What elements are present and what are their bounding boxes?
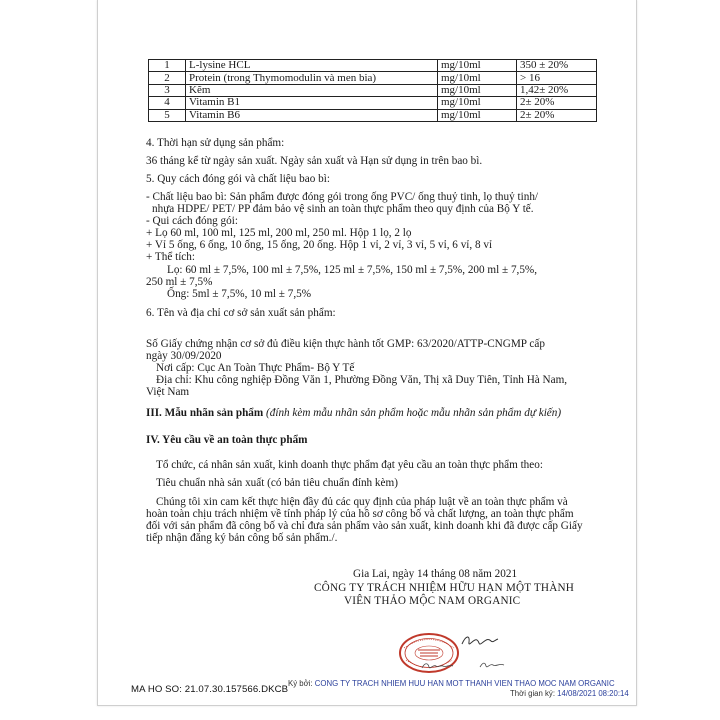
digital-signature-signer [288,679,615,688]
ingredient-name: Vitamin B6 [186,109,438,121]
section5-line: Ống: 5ml ± 7,5%, 10 ml ± 7,5% [167,288,312,300]
ingredient-unit: mg/10ml [438,109,517,121]
section6-line: Địa chỉ: Khu công nghiệp Đồng Văn 1, Phường Đồng Văn, Thị xã Duy Tiên, Tỉnh Hà Nam, [156,374,568,386]
ma-ho-so: MA HO SO: 21.07.30.157566.DKCB [131,684,289,695]
section5-line: - Qui cách đóng gói: [146,215,238,227]
commitment-paragraph: hoàn toàn chịu trách nhiệm về tính pháp lý của hồ sơ công bố và chất lượng, an toàn thực phẩm [146,508,574,520]
section-IV-line: Tiêu chuẩn nhà sản xuất (có bản tiêu chuẩn đính kèm) [156,477,398,489]
section5-line: + Lọ 60 ml, 100 ml, 125 ml, 200 ml, 250 ml. Hộp 1 lọ, 2 lọ [146,227,412,239]
section5-line: nhựa HDPE/ PET/ PP đảm bảo vệ sinh an toàn thực phẩm theo quy định của Bộ Y tế. [152,203,534,215]
section-III-heading: III. Mẫu nhãn sản phẩm [146,407,264,419]
table-row [149,60,597,72]
ingredient-unit: mg/10ml [438,60,517,72]
row-number: 4 [149,97,186,109]
company-name-line1: CÔNG TY TRÁCH NHIỆM HỮU HẠN MỘT THÀNH [314,582,575,594]
section5-heading: 5. Quy cách đóng gói và chất liệu bao bì: [146,173,330,185]
ingredient-value: 350 ± 20% [517,60,597,72]
ingredient-value: 2± 20% [517,109,597,121]
specification-table [148,59,597,122]
section-IV-heading: IV. Yêu cầu về an toàn thực phẩm [146,434,308,446]
section5-line: + Thể tích: [146,251,195,263]
ingredient-name: L-lysine HCL [186,60,438,72]
section6-line: Nơi cấp: Cục An Toàn Thực Phẩm- Bộ Y Tế [156,362,355,374]
handwritten-name-icon [478,660,506,670]
company-name-line2: VIÊN THẢO MỘC NAM ORGANIC [344,595,521,607]
sign-time-label: Thời gian ký: [510,689,555,698]
signer-label: Ký bởi: [288,679,313,688]
section5-line: 250 ml ± 7,5% [146,276,213,288]
ingredient-name: Kẽm [186,84,438,96]
signature-scribble-icon [460,632,500,650]
digital-signature-time [510,689,629,698]
table-row [149,84,597,96]
ingredient-unit: mg/10ml [438,97,517,109]
table-row [149,72,597,84]
ingredient-value: > 16 [517,72,597,84]
section5-line: Lọ: 60 ml ± 7,5%, 100 ml ± 7,5%, 125 ml ± 7,5%, 150 ml ± 7,5%, 200 ml ± 7,5%, [167,264,538,276]
section6-line: Việt Nam [146,386,190,398]
commitment-paragraph: tiếp nhận đăng ký bản công bố sản phẩm./. [146,532,338,544]
section6-line: Số Giấy chứng nhận cơ sở đủ điều kiện thực hành tốt GMP: 63/2020/ATTP-CNGMP cấp [146,338,545,350]
ingredient-value: 1,42± 20% [517,84,597,96]
row-number: 5 [149,109,186,121]
ingredient-value: 2± 20% [517,97,597,109]
handwritten-name-icon [420,660,460,672]
section6-heading: 6. Tên và địa chỉ cơ sở sản xuất sản phẩm: [146,307,336,319]
signer-value: CONG TY TRACH NHIEM HUU HAN MOT THANH VIEN THAO MOC NAM ORGANIC [314,679,615,688]
row-number: 3 [149,84,186,96]
section-III-note: (đính kèm mẫu nhãn sản phẩm hoặc mẫu nhãn sản phẩm dự kiến) [266,407,562,419]
commitment-paragraph: Chúng tôi xin cam kết thực hiện đầy đủ các quy định của pháp luật về an toàn thực phẩm và [156,496,568,508]
ingredient-unit: mg/10ml [438,84,517,96]
section-IV-line: Tổ chức, cá nhân sản xuất, kinh doanh thực phẩm đạt yêu cầu an toàn thực phẩm theo: [156,459,543,471]
sign-time-value: 14/08/2021 08:20:14 [557,689,629,698]
ingredient-name: Vitamin B1 [186,97,438,109]
table-row [149,97,597,109]
section5-line: - Chất liệu bao bì: Sản phẩm được đóng gói trong ống PVC/ ống thuỷ tinh, lọ thuỷ tinh/ [146,191,539,203]
section4-heading: 4. Thời hạn sử dụng sản phẩm: [146,137,285,149]
table-row [149,109,597,121]
section4-text: 36 tháng kể từ ngày sản xuất. Ngày sản xuất và Hạn sử dụng in trên bao bì. [146,155,483,167]
row-number: 2 [149,72,186,84]
place-date: Gia Lai, ngày 14 tháng 08 năm 2021 [353,568,518,580]
section6-line: ngày 30/09/2020 [146,350,222,362]
commitment-paragraph: đối với sản phẩm đã công bố và chỉ đưa sản phẩm vào sản xuất, kinh doanh khi đã được cấp Giấy [146,520,583,532]
ingredient-name: Protein (trong Thymomodulin và men bia) [186,72,438,84]
row-number: 1 [149,60,186,72]
section5-line: + Vỉ 5 ống, 6 ống, 10 ống, 15 ống, 20 ống. Hộp 1 vỉ, 2 vỉ, 3 vỉ, 5 vỉ, 6 vỉ, 8 vỉ [146,239,493,251]
section-III [146,407,561,420]
ingredient-unit: mg/10ml [438,72,517,84]
